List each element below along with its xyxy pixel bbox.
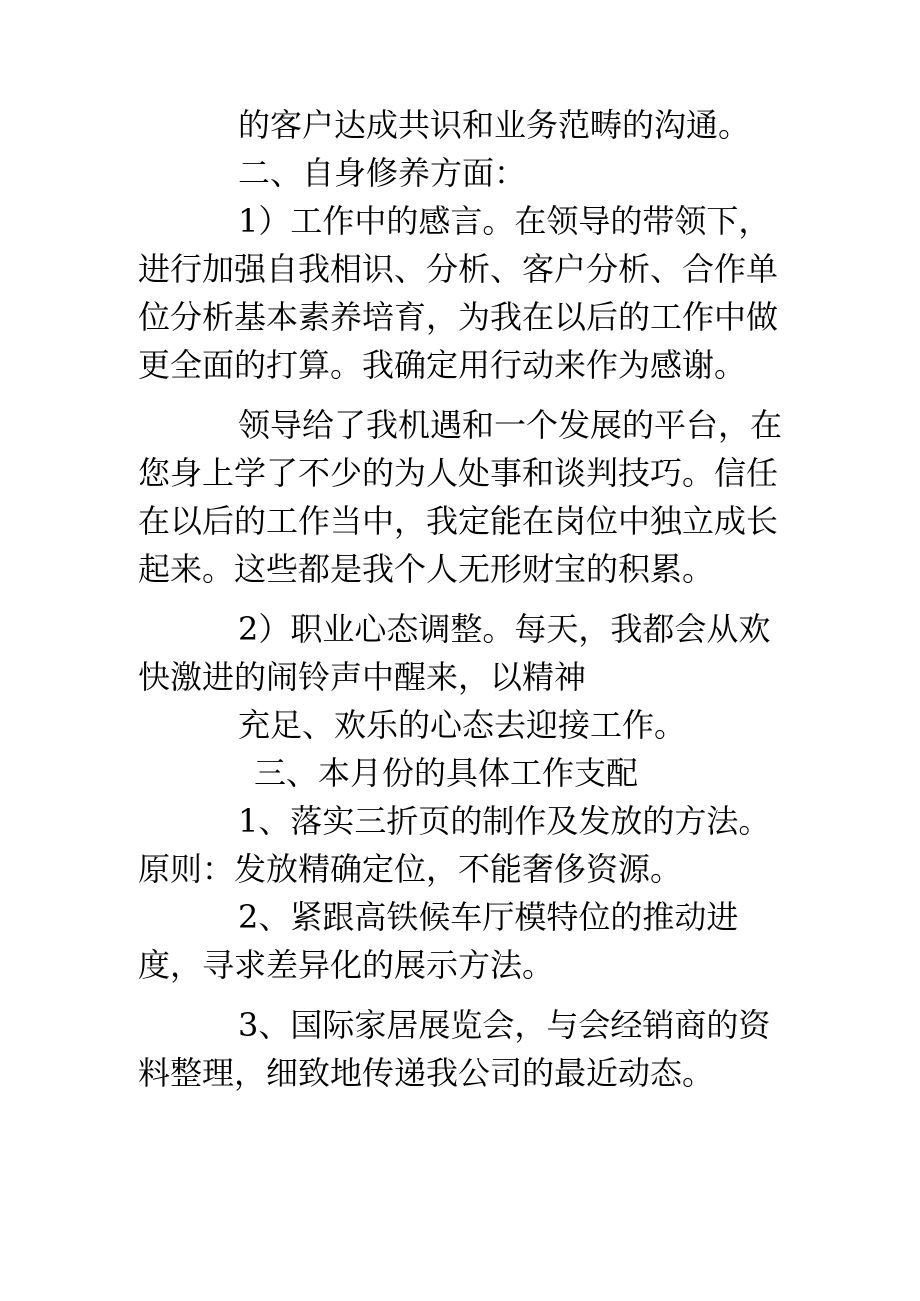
paragraph-work-reflection: 1）工作中的感言。在领导的带领下，进行加强自我相识、分析、客户分析、合作单位分析基本素养培育，为我在以后的工作中做更全面的打算。我确定用行动来作为感谢。 (138, 202, 779, 384)
section-heading-monthly-plan: 三、本月份的具体工作支配 (254, 754, 639, 792)
paragraph-continuation: 的客户达成共识和业务范畴的沟通。 (238, 106, 751, 144)
paragraph-plan-item-2: 2、紧跟高铁候车厅模特位的推动进度，寻求差异化的展示方法。 (138, 898, 739, 984)
document-body (138, 101, 788, 1097)
paragraph-plan-item-3: 3、国际家居展览会，与会经销商的资料整理，细致地传递我公司的最近动态。 (138, 1006, 771, 1092)
paragraph-plan-item-1: 1、落实三折页的制作及发放的方法。原则：发放精确定位，不能奢侈资源。 (138, 802, 771, 888)
paragraph-mindset-adjustment: 2）职业心态调整。每天，我都会从欢快激进的闹铃声中醒来，以精神 (138, 610, 771, 696)
paragraph-gratitude-leadership: 领导给了我机遇和一个发展的平台，在您身上学了不少的为人处事和谈判技巧。信任在以后的工作当中，我定能在岗位中独立成长起来。这些都是我个人无形财宝的积累。 (138, 406, 783, 588)
section-heading-self-cultivation: 二、自身修养方面： (238, 154, 527, 192)
paragraph-mindset-continuation: 充足、欢乐的心态去迎接工作。 (238, 706, 687, 744)
